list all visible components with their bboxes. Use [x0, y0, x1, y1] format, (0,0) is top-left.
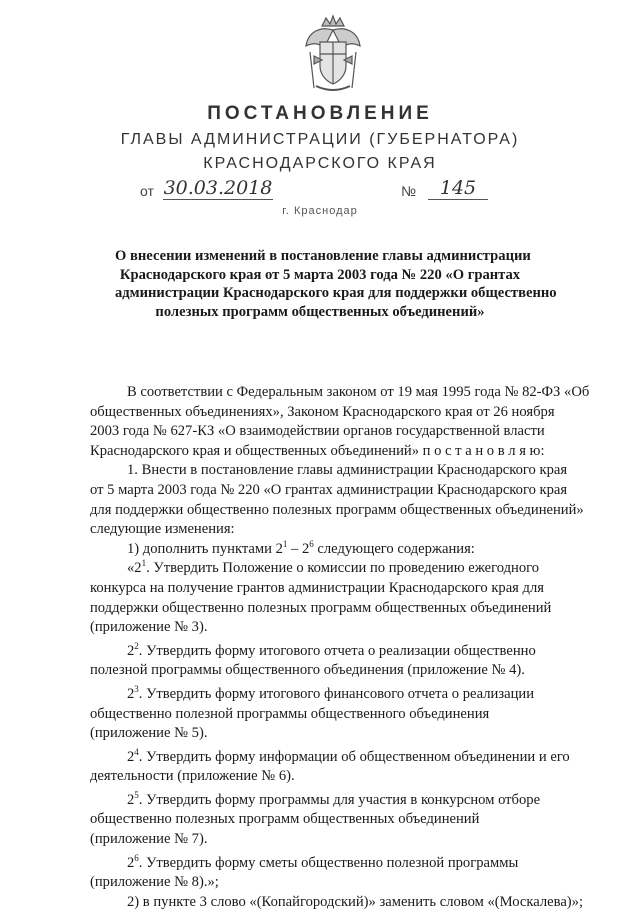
body-line: общественно полезной программы общественного объединения: [90, 705, 490, 722]
handwritten-number: 145: [428, 177, 488, 200]
body-line: $2^2$. Утвердить форму итогового отчета о реализации общественно: [127, 640, 536, 659]
body-line: 1. Внести в постановление главы администрации Краснодарского края: [127, 462, 568, 479]
number-label: №: [401, 183, 417, 199]
body-line: следующие изменения:: [90, 521, 235, 538]
title-line: администрации Краснодарского края для поддержки общественно: [115, 285, 557, 301]
document-body: [90, 383, 604, 912]
body-line: (приложение № 7).: [90, 831, 208, 848]
body-line: (приложение № 3).: [90, 619, 208, 636]
body-line: конкурса на получение грантов администрации Краснодарского края для: [90, 579, 544, 596]
body-line: $2^6$. Утвердить форму сметы общественно полезной программы: [127, 852, 519, 871]
date-number-line: [0, 177, 640, 207]
title-line: Краснодарского края от 5 марта 2003 года № 220 «О грантах: [119, 266, 521, 283]
body-line: общественных объединениях», Законом Краснодарского края от 26 ноября: [90, 403, 555, 420]
body-line: поддержки общественно полезных программ общественных объединений: [90, 599, 552, 616]
body-line: общественно полезных программ общественных объединений: [90, 811, 480, 828]
body-line: для поддержки общественно полезных программ общественных объединений»: [90, 501, 584, 518]
title-line: О внесении изменений в постановление главы администрации: [115, 248, 531, 264]
city-label: г. Краснодар: [282, 205, 358, 217]
coat-of-arms-emblem: [300, 12, 366, 96]
body-line: 2003 года № 627-КЗ «О взаимодействии органов государственной власти: [90, 423, 545, 440]
title-line: полезных программ общественных объединений»: [155, 303, 485, 320]
body-line: от 5 марта 2003 года № 220 «О грантах администрации Краснодарского края: [90, 481, 568, 498]
body-line: В соответствии с Федеральным законом от 19 мая 1995 года № 82-ФЗ «Об: [127, 384, 590, 400]
body-line: 2) в пункте 3 слово «(Копайгородский)» заменить словом «(Москалева)»;: [127, 893, 584, 910]
date-label: от: [140, 183, 154, 199]
body-line: $2^5$. Утвердить форму программы для участия в конкурсном отборе: [127, 789, 541, 808]
body-line: Краснодарского края и общественных объединений» п о с т а н о в л я ю:: [90, 442, 545, 459]
body-line: 1) дополнить пунктами $2^1 - 2^6$ следующего содержания:: [127, 538, 475, 557]
handwritten-date: 30.03.2018: [163, 177, 273, 199]
body-line: (приложение № 8).»;: [90, 874, 219, 891]
body-line: полезной программы общественного объединения (приложение № 4).: [90, 662, 525, 679]
body-line: деятельности (приложение № 6).: [90, 768, 295, 785]
body-line: $2^3$. Утвердить форму итогового финансового отчета о реализации: [127, 683, 535, 702]
document-title: [115, 247, 557, 321]
region-heading: КРАСНОДАРСКОГО КРАЯ: [203, 155, 437, 172]
body-line: $2^4$. Утвердить форму информации об общественном объединении и его: [127, 746, 570, 765]
body-line: (приложение № 5).: [90, 725, 208, 742]
document-type-heading: ПОСТАНОВЛЕНИЕ: [207, 103, 433, 124]
body-line: «$2^1$. Утвердить Положение о комиссии по проведению ежегодного: [127, 558, 540, 577]
issuer-heading: ГЛАВЫ АДМИНИСТРАЦИИ (ГУБЕРНАТОРА): [120, 131, 520, 148]
